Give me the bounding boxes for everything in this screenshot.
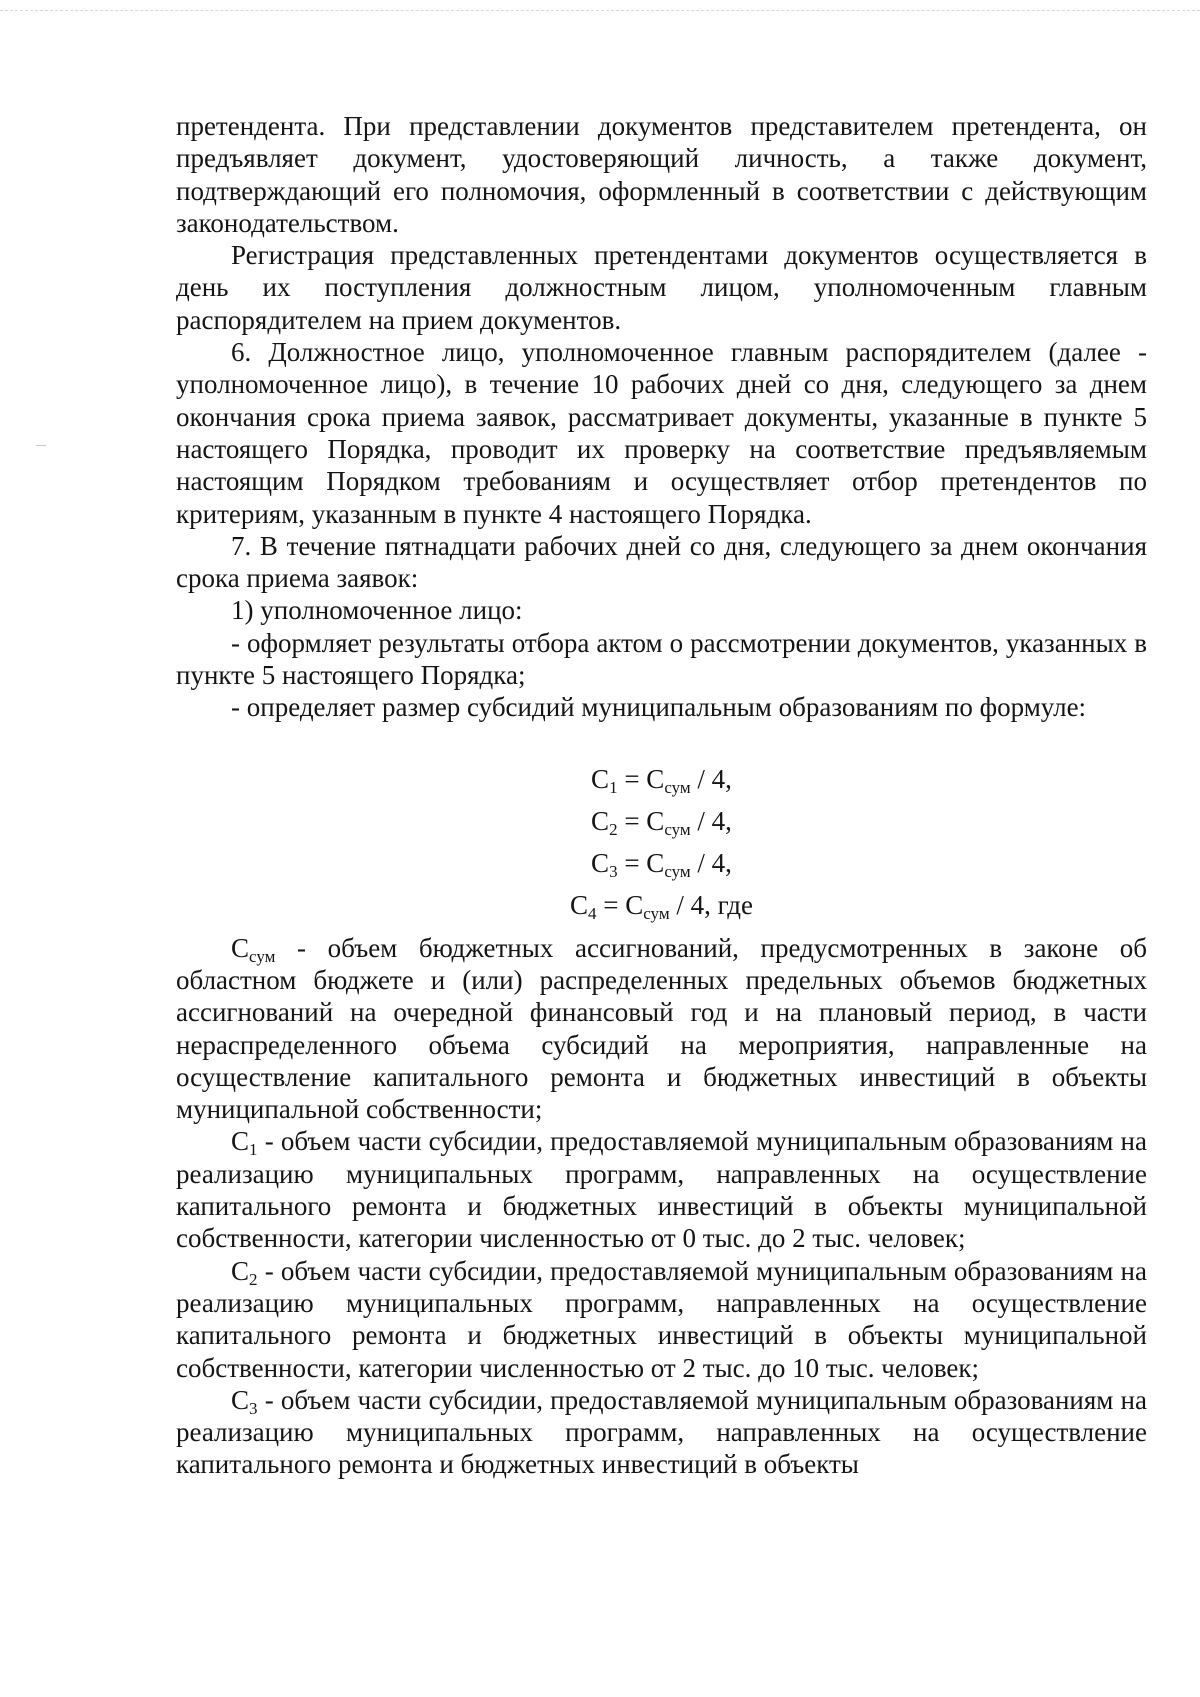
formula-line: $С_1 = С_{сум} / 4$, [591, 763, 732, 797]
symbol: $С_2$ [231, 1255, 258, 1289]
formula-line: $С_2 = С_{сум} / 4$, [591, 805, 732, 839]
formula-line: $С_3 = С_{сум} / 4$, [591, 847, 732, 881]
symbol: $С_{сум}$ [231, 932, 276, 966]
document-page [176, 110, 1147, 1481]
definition-c3: $С_3$ - объем части субсидии, предоставляемой муниципальным образованиям на реализацию муниципальных программ, направленных на осуществление капитального ремонта и бюджетных инвестиций в объекты [176, 1384, 1147, 1480]
definition-c2: $С_2$ - объем части субсидии, предоставляемой муниципальным образованиям на реализацию муниципальных программ, направленных на осуществление капитального ремонта и бюджетных инвестиций в объекты муниципальной собственности, категории численностью от 2 тыс. до 10 тыс. человек; [176, 1255, 1147, 1383]
paragraph-subitem-1: 1) уполномоченное лицо: [231, 595, 523, 626]
formula-line: $С_4 = С_{сум} / 4$, где [569, 889, 754, 923]
paragraph-item-7: 7. В течение пятнадцати рабочих дней со дня, следующего за днем окончания срока приема заявок: [176, 530, 1147, 594]
scan-edge-line [0, 10, 1200, 11]
margin-mark [36, 445, 46, 446]
formula-block [176, 758, 1147, 926]
definition-c1: $С_1$ - объем части субсидии, предоставляемой муниципальным образованиям на реализацию муниципальных программ, направленных на осуществление капитального ремонта и бюджетных инвестиций в объекты муниципальной собственности, категории численностью от 0 тыс. до 2 тыс. человек; [176, 1126, 1147, 1254]
definition-c-sum: $С_{сум}$ - объем бюджетных ассигнований, предусмотренных в законе об областном бюджете и (или) распределенных предельных объемов бюджетных ассигнований на очередной финансовый год и на плановый период, в части нераспределенного объема субсидий на мероприятия, направленные на осуществление капитального ремонта и бюджетных инвестиций в объекты муниципальной собственности; [176, 932, 1147, 1125]
paragraph-dash-formula: - определяет размер субсидий муниципальным образованиям по формуле: [231, 692, 1087, 723]
paragraph-dash-act: - оформляет результаты отбора актом о рассмотрении документов, указанных в пункте 5 настоящего Порядка; [176, 627, 1147, 691]
symbol: $С_3$ [231, 1384, 258, 1418]
symbol: $С_1$ [231, 1126, 258, 1160]
paragraph-item-6: 6. Должностное лицо, уполномоченное главным распорядителем (далее - уполномоченное лицо), в течение 10 рабочих дней со дня, следующего за днем окончания срока приема заявок, рассматривает документы, указанные в пункте 5 настоящего Порядка, проводит их проверку на соответствие предъявляемым настоящим Порядком требованиям и осуществляет отбор претендентов по критериям, указанным в пункте 4 настоящего Порядка. [176, 337, 1147, 529]
paragraph-registration: Регистрация представленных претендентами документов осуществляется в день их поступления должностным лицом, уполномоченным главным распорядителем на прием документов. [176, 240, 1147, 335]
paragraph-claimant-documents: претендента. При представлении документов представителем претендента, он предъявляет документ, удостоверяющий личность, а также документ, подтверждающий его полномочия, оформленный в соответствии с действующим законодательством. [176, 111, 1147, 238]
